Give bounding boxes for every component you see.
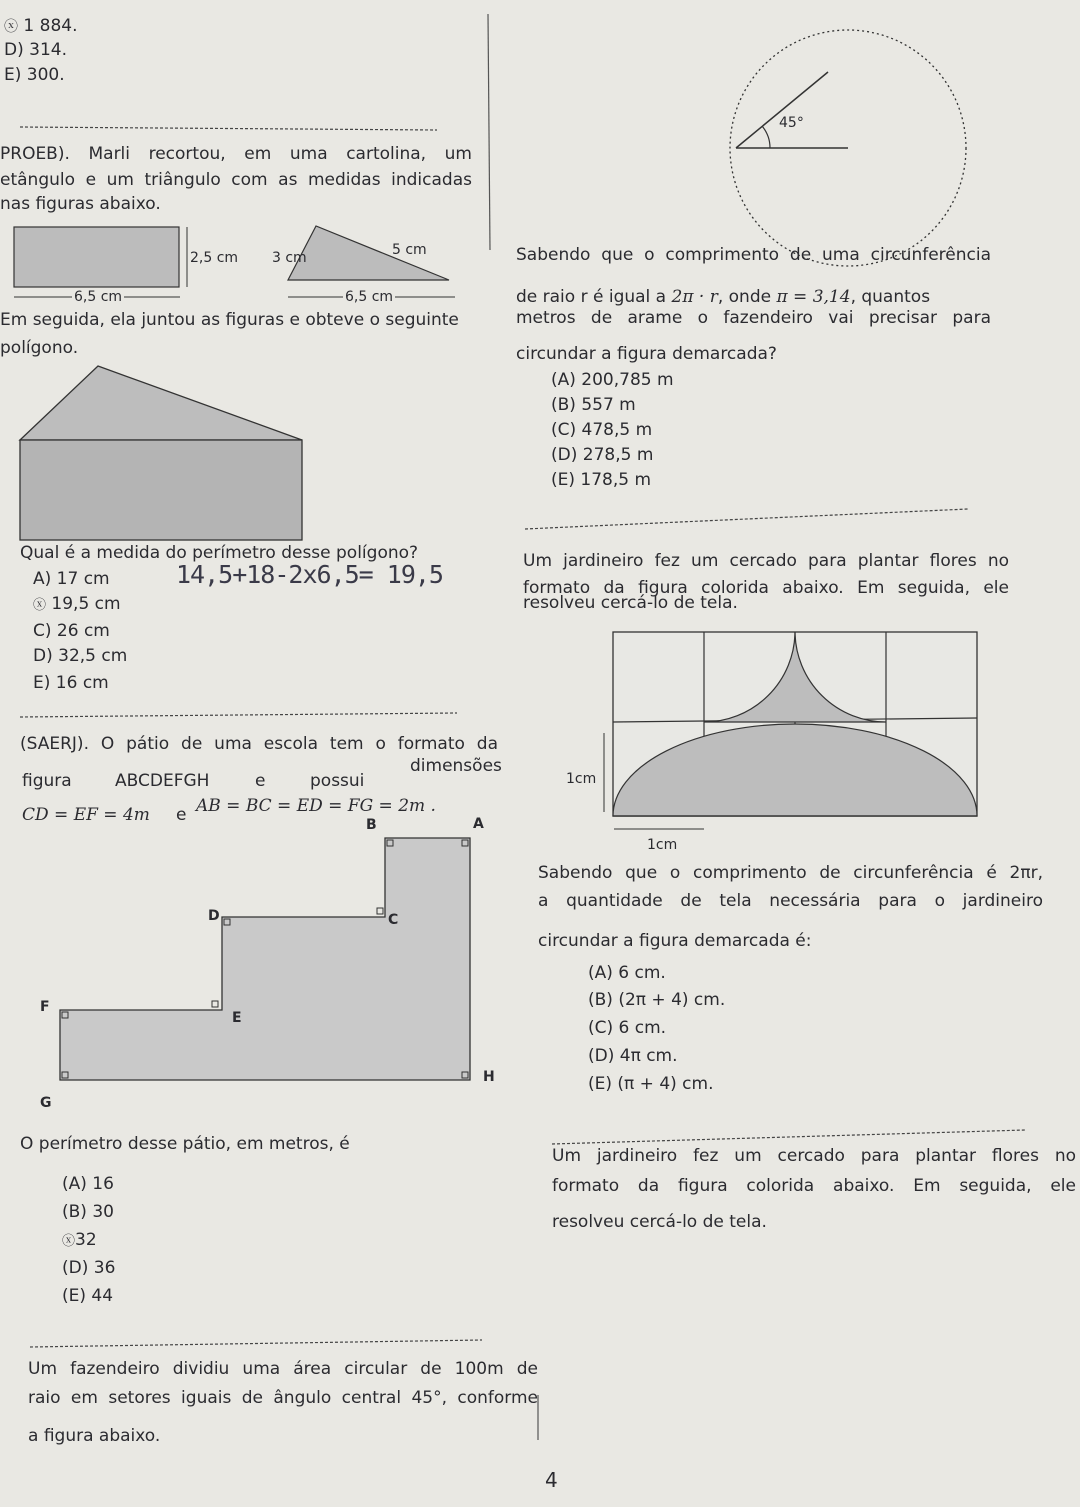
q-cartolina-stem-1: PROEB). Marli recortou, em uma cartolina, um <box>0 144 472 164</box>
vertex-a: A <box>473 816 484 832</box>
vertex-g: G <box>40 1095 52 1111</box>
grid-label-horizontal: 1cm <box>647 837 678 853</box>
vertex-h: H <box>483 1069 495 1085</box>
q-jardineiro2-line-3: resolveu cercá-lo de tela. <box>552 1212 767 1232</box>
option-e: E) 300. <box>4 65 65 85</box>
q-cartolina-option-c: C) 26 cm <box>33 621 110 641</box>
q-jardineiro1-option-b: (B) (2π + 4) cm. <box>588 990 726 1010</box>
option-c-marked: ⓧ 1 884. <box>4 16 78 36</box>
q-cartolina-option-b: ⓧ 19,5 cm <box>33 594 121 614</box>
q-saerj-word-figura: figura <box>22 771 72 791</box>
q-jardineiro1-line-3: resolveu cercá-lo de tela. <box>523 593 738 613</box>
q-circle-option-e: (E) 178,5 m <box>551 470 652 490</box>
q-saerj-word-possui: possui <box>310 771 365 791</box>
q-saerj-word-dimensoes: dimensões <box>410 756 502 776</box>
q-jardineiro1-option-a: (A) 6 cm. <box>588 963 666 983</box>
q-saerj-option-c: ⓧ32 <box>62 1230 97 1250</box>
q-jardineiro2-line-2: formato da figura colorida abaixo. Em seguida, ele <box>552 1176 1076 1196</box>
q-cartolina-option-a: A) 17 cm <box>33 569 110 589</box>
rect-width-label: 6,5 cm <box>74 289 123 305</box>
separator-1 <box>20 127 437 130</box>
q-saerj-eq-2: AB = BC = ED = FG = 2m . <box>196 796 436 816</box>
q-circle-option-b: (B) 557 m <box>551 395 636 415</box>
page-number: 4 <box>545 1468 558 1492</box>
handwritten-calculation: 14,5+18-2x6,5= 19,5 <box>176 560 443 589</box>
separator-4 <box>525 509 968 529</box>
q-saerj-option-d: (D) 36 <box>62 1258 116 1278</box>
q-saerj-eq-conj: e <box>176 805 187 825</box>
q-fazendeiro-line-3: a figura abaixo. <box>28 1426 161 1446</box>
q-jardineiro1-line-1: Um jardineiro fez um cercado para plantar flores no <box>523 551 1009 571</box>
q-cartolina-option-e: E) 16 cm <box>33 673 109 693</box>
q-jardineiro1-stem-1: Sabendo que o comprimento de circunferência é 2πr, <box>538 863 1043 883</box>
q-saerj-option-b: (B) 30 <box>62 1202 114 1222</box>
q-jardineiro1-line-2: formato da figura colorida abaixo. Em seguida, ele <box>523 578 1009 598</box>
q-jardineiro1-option-c: (C) 6 cm. <box>588 1018 667 1038</box>
q-jardineiro1-stem-3: circundar a figura demarcada é: <box>538 931 812 951</box>
tri-right-label: 5 cm <box>392 242 427 258</box>
q-cartolina-after-1: Em seguida, ela juntou as figuras e obteve o seguinte <box>0 310 459 330</box>
q-circle-stem-2: de raio r é igual a 2π · r, onde π = 3,14, quantos <box>516 287 931 307</box>
vertex-d: D <box>208 908 220 924</box>
q-jardineiro1-stem-2: a quantidade de tela necessária para o jardineiro <box>538 891 1043 911</box>
q-fazendeiro-line-2: raio em setores iguais de ângulo central 45°, conforme <box>28 1388 538 1408</box>
q-saerj-stem-1: (SAERJ). O pátio de uma escola tem o formato da <box>20 734 498 754</box>
q-circle-stem-3: metros de arame o fazendeiro vai precisar para <box>516 308 991 328</box>
q-circle-stem-1: Sabendo que o comprimento de uma circunferência <box>516 245 991 265</box>
rect-height-label: 2,5 cm <box>190 250 239 266</box>
q-circle-option-a: (A) 200,785 m <box>551 370 674 390</box>
option-d: D) 314. <box>4 40 67 60</box>
q-cartolina-stem-3: nas figuras abaixo. <box>0 194 161 214</box>
q-fazendeiro-line-1: Um fazendeiro dividiu uma área circular de 100m de <box>28 1359 538 1379</box>
separator-2 <box>20 713 457 717</box>
composite-rectangle <box>20 440 302 540</box>
q-jardineiro1-option-d: (D) 4π cm. <box>588 1046 678 1066</box>
q-saerj-word-abcdefgh: ABCDEFGH <box>115 771 210 791</box>
q-saerj-option-a: (A) 16 <box>62 1174 114 1194</box>
patio-figure <box>60 838 470 1080</box>
composite-triangle <box>20 366 302 440</box>
sector-radius-2 <box>736 72 828 148</box>
q-circle-option-c: (C) 478,5 m <box>551 420 653 440</box>
q-saerj-option-e: (E) 44 <box>62 1286 114 1306</box>
q-cartolina-after-2: polígono. <box>0 338 79 358</box>
q-circle-stem-4: circundar a figura demarcada? <box>516 344 777 364</box>
grid-label-vertical: 1cm <box>566 771 597 787</box>
sector-angle-arc <box>762 126 770 148</box>
tri-base-label: 6,5 cm <box>345 289 394 305</box>
rectangle-figure <box>14 227 179 287</box>
q-circle-option-d: (D) 278,5 m <box>551 445 654 465</box>
vertex-e: E <box>232 1010 242 1026</box>
vertex-f: F <box>40 999 50 1015</box>
column-divider-top <box>488 14 490 250</box>
grid-figure <box>613 632 977 816</box>
separator-3 <box>30 1340 482 1347</box>
q-jardineiro2-line-1: Um jardineiro fez um cercado para plantar flores no <box>552 1146 1076 1166</box>
q-cartolina-question: Qual é a medida do perímetro desse polígono? <box>20 543 419 563</box>
angle-label: 45° <box>779 115 804 131</box>
q-saerj-word-e: e <box>255 771 266 791</box>
q-saerj-eq-1: CD = EF = 4m <box>22 805 150 825</box>
q-saerj-question: O perímetro desse pátio, em metros, é <box>20 1134 350 1154</box>
q-cartolina-option-d: D) 32,5 cm <box>33 646 128 666</box>
q-jardineiro1-option-e: (E) (π + 4) cm. <box>588 1074 714 1094</box>
tri-left-label: 3 cm <box>272 250 307 266</box>
vertex-b: B <box>366 817 377 833</box>
q-cartolina-stem-2: etângulo e um triângulo com as medidas indicadas <box>0 170 472 190</box>
vertex-c: C <box>388 912 399 928</box>
